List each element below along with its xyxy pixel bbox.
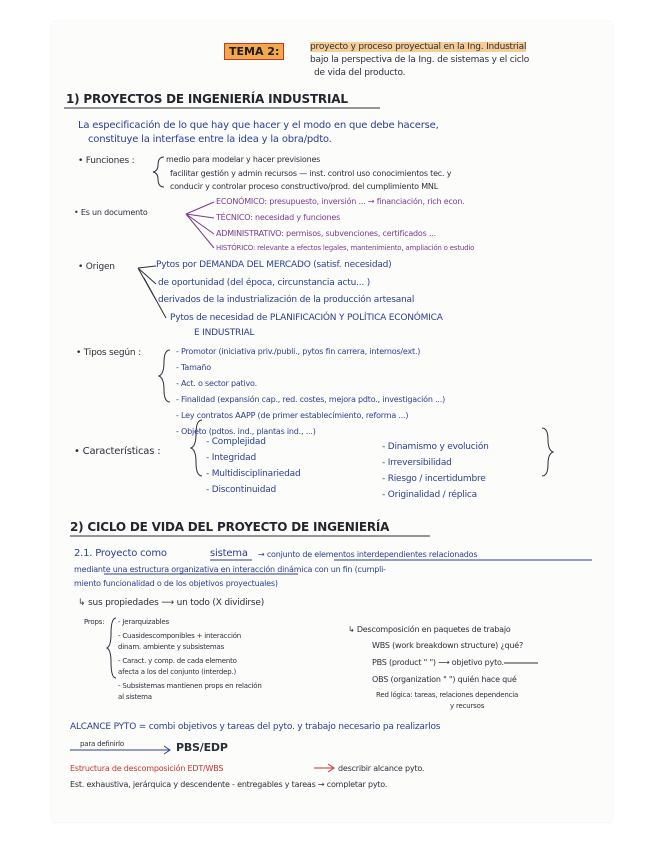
estructura-descomposicion: Estructura de descomposición EDT/WBS	[70, 764, 224, 773]
descomposicion-item: PBS (product " ") ⟶ objetivo pyto.	[372, 658, 504, 667]
caracteristicas-label: • Características :	[74, 446, 161, 457]
caracteristica-item: - Complejidad	[206, 437, 266, 447]
tipo-item: - Promotor (iniciativa priv./publi., pytos fin carrera, internos/ext.)	[176, 347, 421, 356]
sistema-word: sistema	[210, 548, 248, 559]
funcion-item: medio para modelar y hacer previsiones	[166, 155, 321, 164]
tipo-item: - Finalidad (expansión cap., red. costes, mejora pdto., investigación ...)	[176, 395, 446, 404]
header-line-2: bajo la perspectiva de la Ing. de sistemas y el ciclo	[310, 55, 530, 65]
estructura-exhaustiva: Est. exhaustiva, jerárquica y descendente - entregables y tareas → completar pyto.	[70, 780, 388, 789]
documento-label: • Es un documento	[74, 208, 148, 217]
prop-item: dinam. ambiente y subsistemas	[118, 643, 225, 651]
origen-item: de oportunidad (del época, circunstancia actu... )	[158, 278, 371, 288]
tipo-item: - Objeto (pdtos. ind., plantas ind., ...)	[176, 427, 316, 436]
descomposicion-item: ↳ Descomposición en paquetes de trabajo	[348, 625, 511, 634]
tipo-item: - Ley contratos AAPP (de primer establecimiento, reforma ...)	[176, 411, 409, 420]
tipo-item: - Tamaño	[176, 363, 211, 372]
section-2-title: 2) CICLO DE VIDA DEL PROYECTO DE INGENIERÍA	[70, 520, 390, 534]
prop-item: afecta a los del conjunto (interdep.)	[118, 668, 237, 676]
documento-item: TÉCNICO: necesidad y funciones	[216, 213, 341, 222]
funcion-item: conducir y controlar proceso constructivo/prod. del cumplimiento MNL	[170, 182, 438, 191]
subsection-2-1-title: 2.1. Proyecto como	[74, 548, 167, 559]
header-line-3: de vida del producto.	[314, 68, 406, 78]
section-1-title: 1) PROYECTOS DE INGENIERÍA INDUSTRIAL	[66, 92, 348, 106]
descomposicion-item: Red lógica: tareas, relaciones dependencia	[376, 691, 519, 699]
para-definirlo: para definirlo	[80, 740, 124, 748]
prop-item: - Caract. y comp. de cada elemento	[118, 657, 237, 665]
caracteristica-item: - Originalidad / réplica	[382, 490, 477, 500]
documento-item: HISTÓRICO: relevante a efectos legales, mantenimiento, ampliación o estudio	[216, 244, 475, 252]
alcance-pyto: ALCANCE PYTO = combi objetivos y tareas del pyto. y trabajo necesario pa realizarlos	[70, 722, 441, 732]
prop-item: al sistema	[118, 693, 152, 701]
documento-item: ECONÓMICO: presupuesto, inversión ... → financiación, rich econ.	[216, 197, 465, 206]
caracteristica-item: - Irreversibilidad	[382, 458, 452, 468]
intro-line-2: constituye la interfase entre la idea y la obra/pdto.	[88, 134, 332, 145]
origen-item: Pytos de necesidad de PLANIFICACIÓN Y POLÍTICA ECONÓMICA	[170, 313, 443, 323]
descomposicion-item: y recursos	[450, 702, 485, 710]
describir-alcance: describir alcance pyto.	[338, 764, 425, 773]
origen-label: • Origen	[78, 262, 115, 272]
sistema-definition-3: miento funcionalidad o de los objetivos proyectuales)	[74, 579, 278, 588]
prop-item: - Subsistemas mantienen props en relación	[118, 682, 262, 690]
tipos-label: • Tipos según :	[76, 348, 141, 358]
prop-item: - Jerarquizables	[118, 618, 169, 626]
caracteristica-item: - Discontinuidad	[206, 485, 277, 495]
pbs-edp: PBS/EDP	[176, 741, 228, 754]
header-line-1	[310, 42, 526, 52]
intro-line-1: La especificación de lo que hay que hacer y el modo en que debe hacerse,	[78, 120, 439, 131]
documento-item: ADMINISTRATIVO: permisos, subvenciones, certificados ...	[216, 229, 436, 238]
descomposicion-item: WBS (work breakdown structure) ¿qué?	[372, 641, 524, 650]
props-label: Props:	[84, 618, 105, 626]
origen-item: Pytos por DEMANDA DEL MERCADO (satisf. necesidad)	[156, 260, 392, 270]
funciones-label: • Funciones :	[78, 156, 135, 166]
caracteristica-item: - Integridad	[206, 453, 256, 463]
funcion-item: facilitar gestión y admin recursos — inst. control uso conocimientos tec. y	[170, 169, 452, 178]
descomposicion-item: OBS (organization " ") quién hace qué	[372, 675, 517, 684]
caracteristica-item: - Multidisciplinariedad	[206, 469, 301, 479]
tipo-item: - Act. o sector pativo.	[176, 379, 257, 388]
origen-item: derivados de la industrialización de la producción artesanal	[158, 295, 415, 305]
caracteristica-item: - Riesgo / incertidumbre	[382, 474, 486, 484]
origen-item: E INDUSTRIAL	[194, 328, 255, 338]
caracteristica-item: - Dinamismo y evolución	[382, 442, 489, 452]
topic-label: TEMA 2:	[224, 43, 284, 60]
sistema-definition: → conjunto de elementos interdependientes relacionados	[258, 550, 478, 559]
prop-item: - Cuasidescomponibles + interacción	[118, 632, 242, 640]
notebook-page	[52, 22, 612, 822]
propiedades-line: ↳ sus propiedades ⟶ un todo (X dividirse)	[78, 598, 265, 608]
header-line-1-text: proyecto y proceso proyectual en la Ing. Industrial	[310, 42, 527, 52]
sistema-definition-2: mediante una estructura organizativa en interacción dinámica con un fin (cumpli-	[74, 565, 386, 574]
